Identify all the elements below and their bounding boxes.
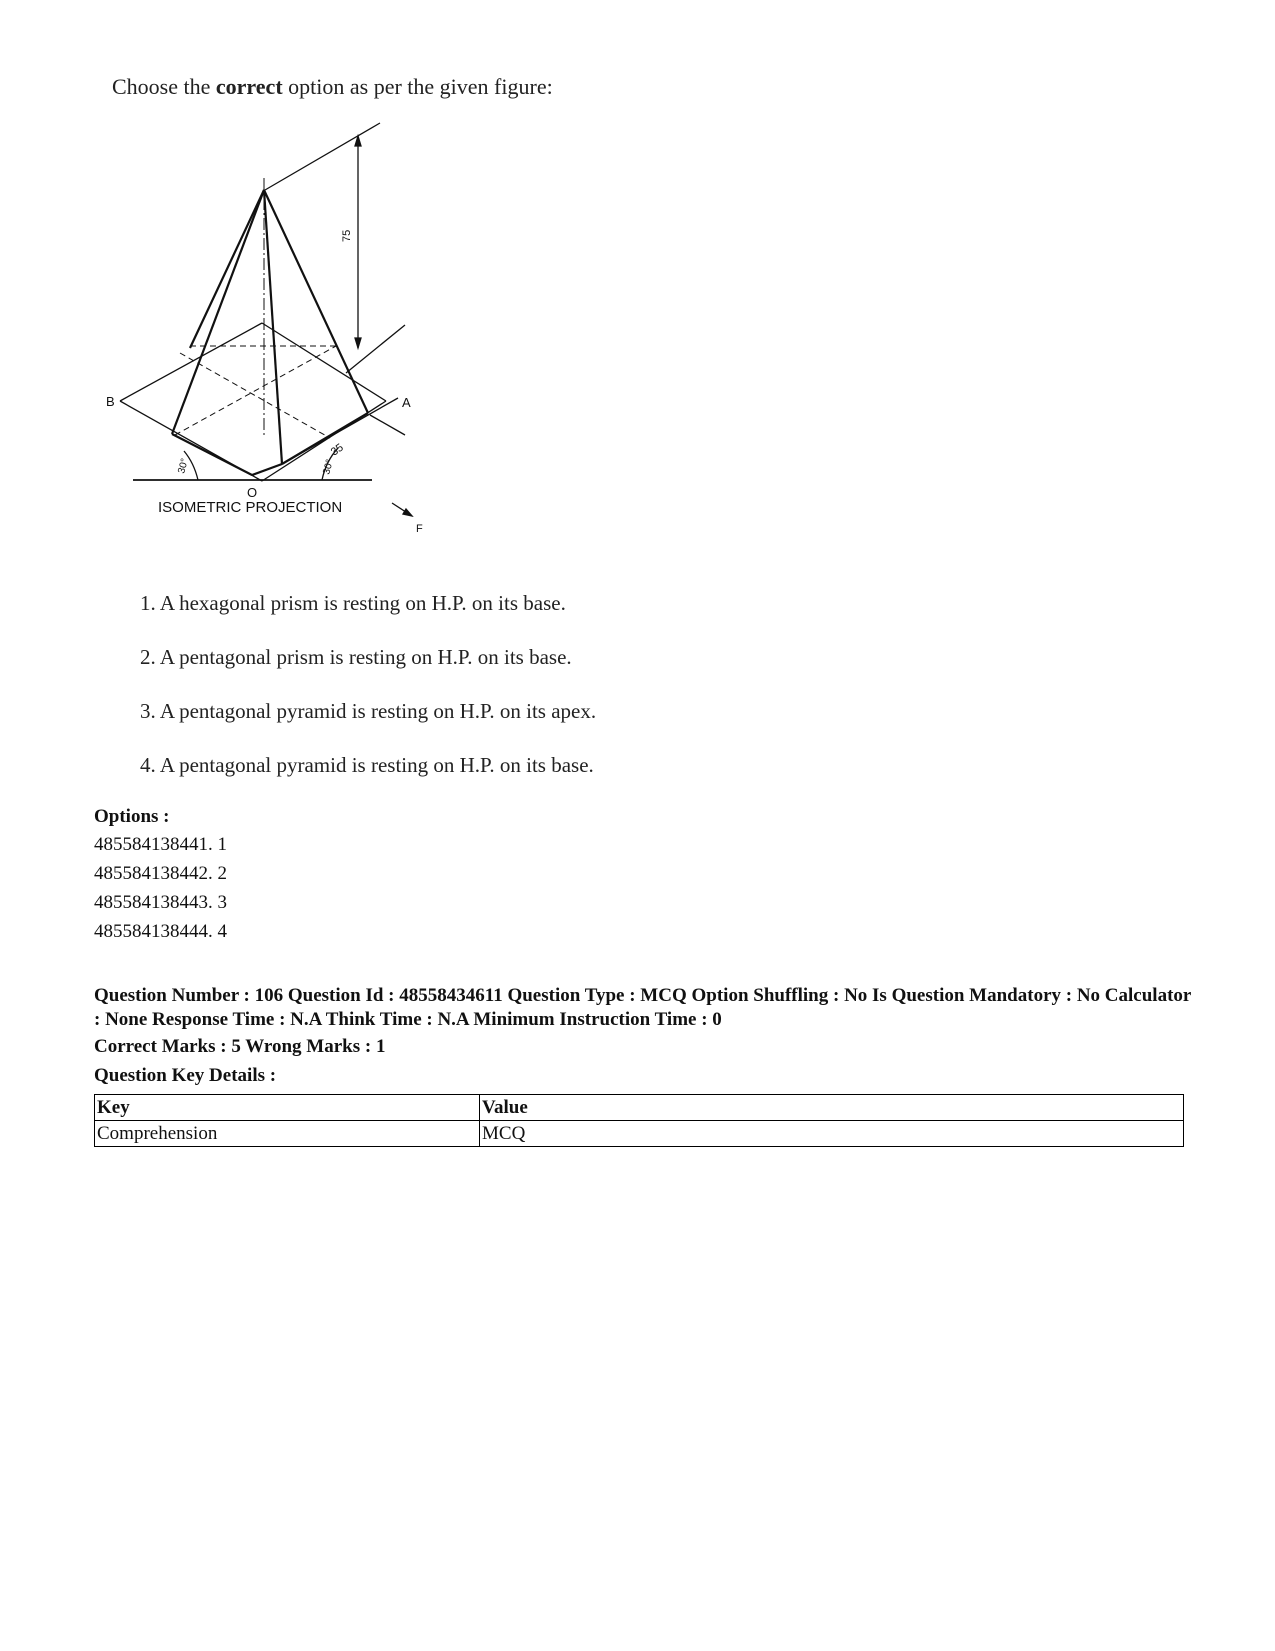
extension-line: [346, 325, 405, 373]
arrow-head: [403, 509, 412, 516]
options-heading: Options :: [94, 806, 170, 827]
column-header-value: Value: [480, 1095, 1184, 1121]
slant-edge: [172, 190, 264, 434]
figure-caption: ISOMETRIC PROJECTION: [158, 499, 343, 516]
angle-label-right: 30°: [321, 458, 336, 476]
answer-choices: [140, 590, 596, 806]
slant-edge: [190, 190, 264, 348]
marks-line: Correct Marks : 5 Wrong Marks : 1: [94, 1036, 386, 1057]
angle-label-left: 30°: [176, 457, 191, 475]
choice-item: 4. A pentagonal pyramid is resting on H.P. on its base.: [140, 753, 594, 777]
option-item: 485584138443. 3: [94, 892, 227, 913]
extension-line: [265, 123, 380, 190]
choice-item: 1. A hexagonal prism is resting on H.P. on its base.: [140, 591, 566, 615]
options-list: [94, 834, 227, 950]
base-edge: [252, 464, 282, 475]
cell-key: Comprehension: [95, 1121, 480, 1147]
hidden-line: [180, 353, 330, 438]
vertex-label-a: A: [402, 395, 411, 410]
dimension-label-75: 75: [341, 229, 353, 242]
dimension-label-35: 35: [328, 441, 346, 459]
question-meta: Question Number : 106 Question Id : 48558434611 Question Type : MCQ Option Shuffling : No Is Question Mandatory : No Calculator : None Response Time : N.A Think Time : N.A Minimum Instruction Time : 0: [94, 985, 1191, 1030]
base-edge: [282, 413, 368, 464]
column-header-key: Key: [95, 1095, 480, 1121]
cell-value: MCQ: [480, 1121, 1184, 1147]
key-details-heading: Question Key Details :: [94, 1065, 277, 1086]
table-header-row: [95, 1095, 1184, 1121]
extension-line: [370, 415, 405, 435]
question-prompt: Choose the correct option as per the given figure:: [112, 74, 553, 99]
arrow-head: [355, 338, 361, 348]
option-item: 485584138441. 1: [94, 834, 227, 855]
choice-item: 2. A pentagonal prism is resting on H.P. on its base.: [140, 645, 572, 669]
direction-label-f: F: [416, 523, 423, 535]
isometric-pyramid-figure: [100, 118, 460, 568]
slant-edge: [264, 190, 282, 464]
vertex-label-o: O: [247, 485, 258, 500]
option-item: 485584138444. 4: [94, 921, 227, 942]
vertex-label-b: B: [106, 394, 115, 409]
rhombus-edge: [262, 323, 386, 401]
choice-item: 3. A pentagonal pyramid is resting on H.P. on its apex.: [140, 699, 597, 723]
table-row: [95, 1121, 1184, 1147]
key-details-table: [94, 1094, 1184, 1147]
option-item: 485584138442. 2: [94, 863, 227, 884]
rhombus-edge: [120, 323, 262, 401]
slant-edge: [264, 190, 368, 413]
